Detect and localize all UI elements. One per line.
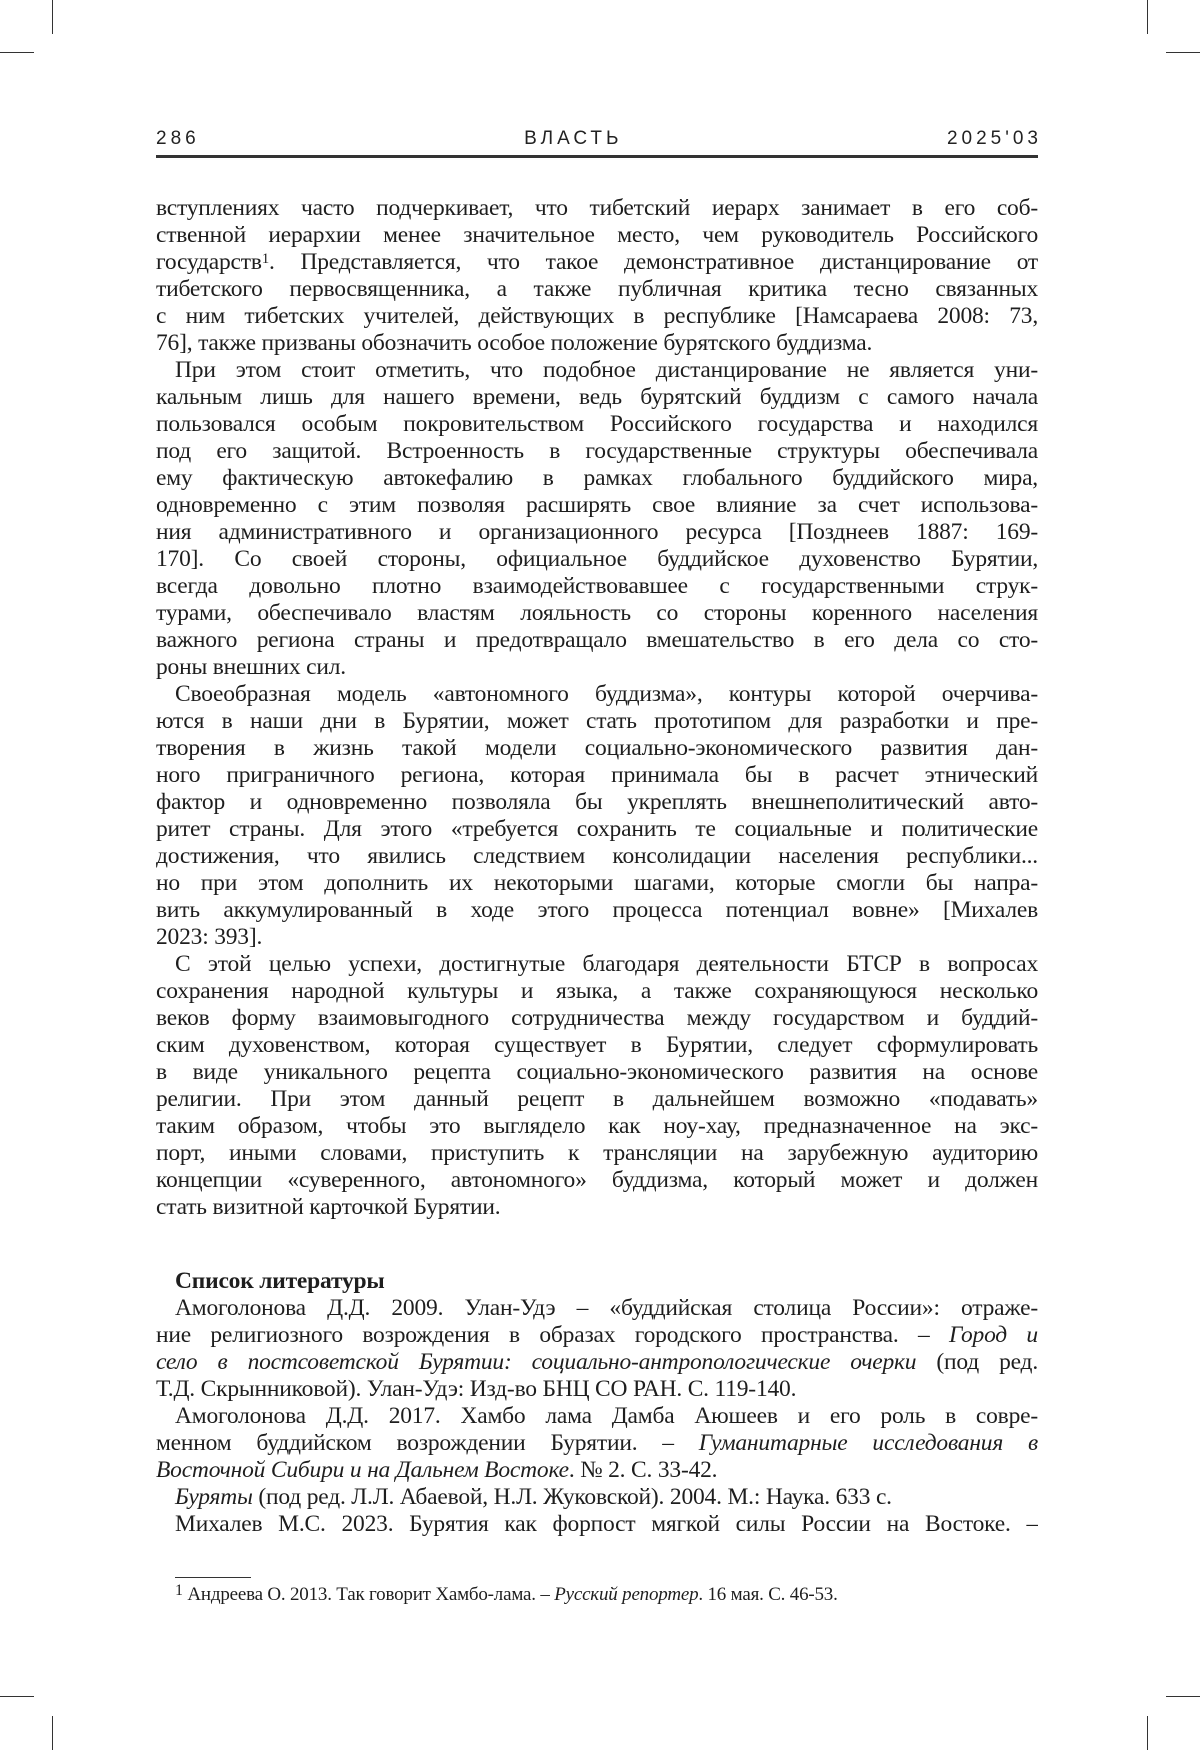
text-line: Амоголонова Д.Д. 2017. Хамбо лама Дамба Аюшеев и его роль в совре- [175, 1403, 1038, 1429]
text-run: (под ред. [916, 1349, 1038, 1375]
text-line: ритет страны. Для этого «требуется сохранить те социальные и политические [156, 816, 1038, 842]
journal-title: ВЛАСТЬ [524, 128, 623, 149]
text-line [156, 1349, 1038, 1376]
text-line: творения в жизнь такой модели социально-экономического развития дан- [156, 735, 1038, 761]
text-line: Своеобразная модель «автономного буддизма», контуры которой очерчива- [175, 681, 1038, 707]
crop-mark [1147, 1716, 1148, 1750]
text-run: . 16 мая. С. 46-53. [698, 1584, 838, 1605]
text-line: с ним тибетских учителей, действующих в республике [Намсараева 2008: 73, [156, 303, 1038, 329]
text-line: 76], также призваны обозначить особое положение бурятского буддизма. [156, 330, 873, 356]
footnote [156, 1582, 1038, 1608]
crop-mark [1147, 0, 1148, 34]
crop-mark [52, 0, 53, 34]
footnote-marker: 1 [261, 251, 270, 267]
text-line: но при этом дополнить их некоторыми шагами, которые смогли бы напра- [156, 870, 1038, 896]
text-line: ему фактическую автокефалию в рамках глобального буддийского мира, [156, 465, 1038, 491]
reference-entry [156, 1295, 1038, 1403]
reference-entry [156, 1511, 1038, 1538]
header-rule [156, 155, 1038, 158]
footnotes [156, 1582, 1038, 1608]
reference-entry [156, 1403, 1038, 1484]
paragraph [156, 195, 1038, 357]
crop-mark [0, 52, 34, 53]
text-line: ются в наши дни в Бурятии, может стать прототипом для разработки и пре- [156, 708, 1038, 734]
italic-text: Русский репортер [554, 1584, 699, 1605]
italic-text: Гуманитарные исследования в [698, 1430, 1038, 1456]
text-line: Амоголонова Д.Д. 2009. Улан-Удэ – «буддийская столица России»: отраже- [175, 1295, 1038, 1321]
text-run: (под ред. Л.Л. Абаевой, Н.Л. Жуковской). 2004. М.: Наука. 633 с. [252, 1484, 892, 1510]
references-heading: Список литературы [175, 1268, 385, 1294]
text-line [156, 1457, 1038, 1484]
text-line: достижения, что явились следствием консолидации населения республики... [156, 843, 1038, 869]
text-line: ния административного и организационного ресурса [Позднеев 1887: 169- [156, 519, 1038, 545]
text-line: При этом стоит отметить, что подобное дистанцирование не является уни- [175, 357, 1038, 383]
paragraph [156, 357, 1038, 681]
italic-text: село в постсоветской Бурятии: социально-антропологические очерки [156, 1349, 917, 1375]
text-line: в виде уникального рецепта социально-экономического развития на основе [156, 1059, 1038, 1085]
text-run: менном буддийском возрождении Бурятии. – [156, 1430, 699, 1456]
text-line [156, 1484, 1038, 1511]
text-line [156, 1582, 1038, 1608]
text-line: ного приграничного региона, которая принимала бы в расчет этнический [156, 762, 1038, 788]
italic-text: Восточной Сибири и на Дальнем Востоке [156, 1457, 569, 1483]
paragraph [156, 951, 1038, 1221]
text-run: государств [156, 249, 262, 275]
text-line: под его защитой. Встроенность в государственные структуры обеспечивала [156, 438, 1038, 464]
reference-entry [156, 1484, 1038, 1511]
text-run: . № 2. С. 33-42. [568, 1457, 718, 1483]
text-line: стать визитной карточкой Бурятии. [156, 1194, 501, 1220]
text-line: веков форму взаимовыгодного сотрудничества между государством и буддий- [156, 1005, 1038, 1031]
footnote-marker: 1 [175, 1582, 183, 1599]
crop-mark [1166, 1696, 1200, 1697]
text-line [156, 249, 1038, 276]
text-line: 170]. Со своей стороны, официальное буддийское духовенство Бурятии, [156, 546, 1038, 572]
crop-mark [1166, 52, 1200, 53]
page-number: 286 [156, 128, 200, 149]
italic-text: Город и [949, 1322, 1038, 1348]
text-line: С этой целью успехи, достигнутые благодаря деятельности БТСР в вопросах [175, 951, 1038, 977]
italic-text: Буряты [175, 1484, 253, 1510]
text-line: ственной иерархии менее значительное место, чем руководитель Российского [156, 222, 1038, 248]
text-line: роны внешних сил. [156, 654, 346, 680]
text-line: порт, иными словами, приступить к трансляции на зарубежную аудиторию [156, 1140, 1038, 1166]
text-line: религии. При этом данный рецепт в дальнейшем возможно «подавать» [156, 1086, 1038, 1112]
text-line: кальным лишь для нашего времени, ведь бурятский буддизм с самого начала [156, 384, 1038, 410]
text-line: важного региона страны и предотвращало вмешательство в его дела со сто- [156, 627, 1038, 653]
text-line: вить аккумулированный в ходе этого процесса потенциал вовне» [Михалев [156, 897, 1038, 923]
text-line: тибетского первосвященника, а также публичная критика тесно связанных [156, 276, 1038, 302]
text-line: таким образом, чтобы это выглядело как ноу-хау, предназначенное на экс- [156, 1113, 1038, 1139]
references-list [156, 1295, 1038, 1538]
text-line: фактор и одновременно позволяла бы укреплять внешнеполитический авто- [156, 789, 1038, 815]
text-line: пользовался особым покровительством Российского государства и находился [156, 411, 1038, 437]
crop-mark [52, 1716, 53, 1750]
text-run: . Представляется, что такое демонстративное дистанцирование от [269, 249, 1038, 275]
footnote-rule [175, 1577, 251, 1578]
text-line [156, 1322, 1038, 1349]
text-line: 2023: 393]. [156, 924, 263, 950]
text-line: Т.Д. Скрынниковой). Улан-Удэ: Изд-во БНЦ СО РАН. С. 119-140. [156, 1376, 797, 1402]
paragraph [156, 681, 1038, 951]
text-line: турами, обеспечивало властям лояльность со стороны коренного населения [156, 600, 1038, 626]
issue-number: 2025'03 [946, 128, 1042, 149]
text-run: Андреева О. 2013. Так говорит Хамбо-лама. – [182, 1584, 555, 1605]
text-line [156, 1430, 1038, 1457]
text-line: концепции «суверенного, автономного» буддизма, который может и должен [156, 1167, 1038, 1193]
text-line: вступлениях часто подчеркивает, что тибетский иерарх занимает в его соб- [156, 195, 1038, 221]
text-line: всегда довольно плотно взаимодействовавшее с государственными струк- [156, 573, 1038, 599]
text-line: Михалев М.С. 2023. Бурятия как форпост мягкой силы России на Востоке. – [175, 1511, 1038, 1537]
text-line: одновременно с этим позволяя расширять свое влияние за счет использова- [156, 492, 1038, 518]
body-text [156, 195, 1038, 1221]
text-line: ским духовенством, которая существует в Бурятии, следует сформулировать [156, 1032, 1038, 1058]
references-section [156, 1268, 1038, 1538]
text-run: ние религиозного возрождения в образах городского пространства. – [156, 1322, 950, 1348]
crop-mark [0, 1696, 34, 1697]
text-line: сохранения народной культуры и языка, а также сохраняющуюся несколько [156, 978, 1038, 1004]
running-header [156, 124, 1042, 154]
